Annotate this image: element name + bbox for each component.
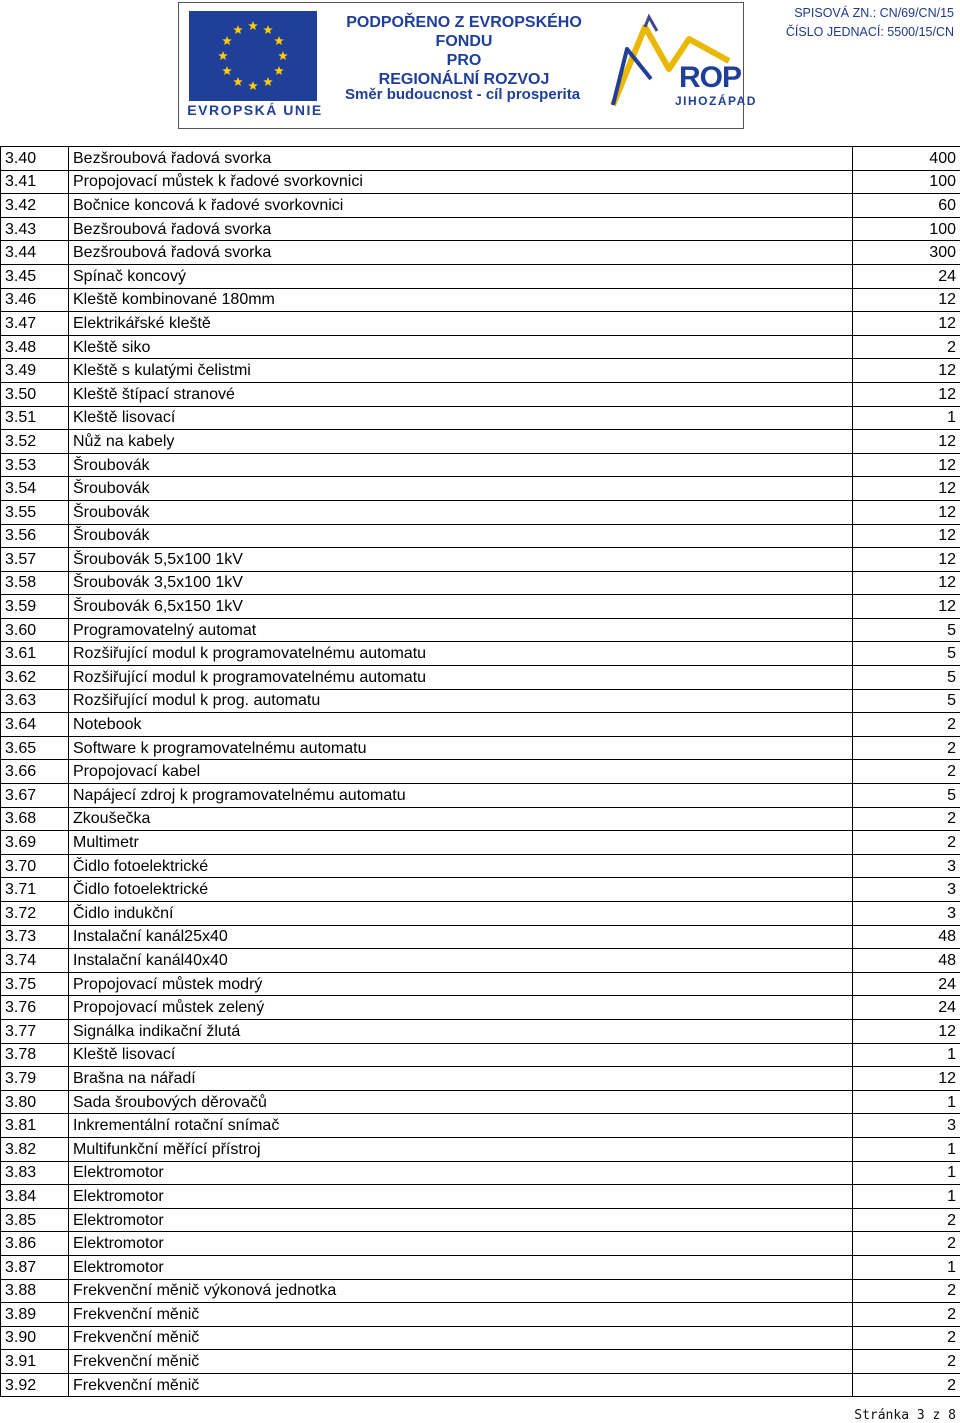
table-row — [1, 666, 960, 690]
item-name: Šroubovák — [69, 524, 853, 548]
item-quantity: 300 — [853, 241, 960, 265]
item-name: Frekvenční měnič — [69, 1350, 853, 1374]
table-row — [1, 359, 960, 383]
item-name: Frekvenční měnič výkonová jednotka — [69, 1279, 853, 1303]
item-number: 3.57 — [1, 548, 69, 572]
eu-star-icon — [263, 77, 273, 86]
eu-star-icon — [263, 25, 273, 34]
item-number: 3.80 — [1, 1090, 69, 1114]
item-name: Frekvenční měnič — [69, 1326, 853, 1350]
item-number: 3.78 — [1, 1043, 69, 1067]
item-quantity: 100 — [853, 170, 960, 194]
table-row — [1, 807, 960, 831]
item-name: Šroubovák 3,5x100 1kV — [69, 571, 853, 595]
item-quantity: 12 — [853, 312, 960, 336]
item-name: Šroubovák — [69, 500, 853, 524]
eu-star-icon — [233, 77, 243, 86]
item-name: Šroubovák — [69, 453, 853, 477]
item-name: Kleště štípací stranové — [69, 382, 853, 406]
item-quantity: 2 — [853, 1279, 960, 1303]
item-quantity: 3 — [853, 854, 960, 878]
item-number: 3.40 — [1, 147, 69, 171]
file-reference — [786, 4, 954, 42]
eu-star-icon — [278, 51, 288, 60]
eu-flag-icon — [189, 11, 317, 101]
item-quantity: 2 — [853, 1232, 960, 1256]
item-quantity: 24 — [853, 972, 960, 996]
table-row — [1, 925, 960, 949]
item-number: 3.79 — [1, 1067, 69, 1091]
item-number: 3.56 — [1, 524, 69, 548]
item-number: 3.86 — [1, 1232, 69, 1256]
table-row — [1, 1019, 960, 1043]
item-number: 3.77 — [1, 1019, 69, 1043]
table-row — [1, 406, 960, 430]
eu-star-icon — [222, 36, 232, 45]
item-name: Multifunkční měřící přístroj — [69, 1137, 853, 1161]
table-row — [1, 217, 960, 241]
item-number: 3.50 — [1, 382, 69, 406]
item-number: 3.89 — [1, 1303, 69, 1327]
item-name: Rozšiřující modul k programovatelnému automatu — [69, 666, 853, 690]
item-number: 3.66 — [1, 760, 69, 784]
item-name: Šroubovák 6,5x150 1kV — [69, 595, 853, 619]
item-number: 3.61 — [1, 642, 69, 666]
item-number: 3.55 — [1, 500, 69, 524]
item-quantity: 2 — [853, 1303, 960, 1327]
rop-wordmark: ROP — [679, 61, 742, 94]
table-row — [1, 477, 960, 501]
item-number: 3.68 — [1, 807, 69, 831]
item-quantity: 5 — [853, 784, 960, 808]
item-name: Bezšroubová řadová svorka — [69, 217, 853, 241]
item-name: Kleště kombinované 180mm — [69, 288, 853, 312]
item-quantity: 400 — [853, 147, 960, 171]
table-row — [1, 784, 960, 808]
table-row — [1, 1090, 960, 1114]
item-quantity: 1 — [853, 1043, 960, 1067]
fund-line-1: PODPOŘENO Z EVROPSKÉHO FONDU — [346, 14, 582, 50]
item-number: 3.71 — [1, 878, 69, 902]
item-number: 3.69 — [1, 831, 69, 855]
eu-star-icon — [222, 66, 232, 75]
item-quantity: 12 — [853, 595, 960, 619]
item-name: Zkoušečka — [69, 807, 853, 831]
item-number: 3.47 — [1, 312, 69, 336]
table-row — [1, 689, 960, 713]
fund-heading — [329, 13, 599, 89]
item-quantity: 12 — [853, 477, 960, 501]
fund-slogan: Směr budoucnost - cíl prosperita — [345, 86, 581, 103]
item-number: 3.63 — [1, 689, 69, 713]
item-quantity: 3 — [853, 1114, 960, 1138]
item-quantity: 1 — [853, 406, 960, 430]
page-number: Stránka 3 z 8 — [854, 1408, 956, 1423]
table-row — [1, 453, 960, 477]
item-quantity: 24 — [853, 264, 960, 288]
item-name: Čidlo indukční — [69, 902, 853, 926]
table-row — [1, 1185, 960, 1209]
item-quantity: 2 — [853, 807, 960, 831]
item-quantity: 2 — [853, 1326, 960, 1350]
item-name: Elektromotor — [69, 1208, 853, 1232]
item-number: 3.90 — [1, 1326, 69, 1350]
item-name: Čidlo fotoelektrické — [69, 878, 853, 902]
table-row — [1, 1279, 960, 1303]
item-number: 3.51 — [1, 406, 69, 430]
table-row — [1, 618, 960, 642]
eu-star-icon — [233, 25, 243, 34]
item-number: 3.58 — [1, 571, 69, 595]
table-row — [1, 335, 960, 359]
item-name: Propojovací můstek k řadové svorkovnici — [69, 170, 853, 194]
item-quantity: 5 — [853, 666, 960, 690]
item-number: 3.70 — [1, 854, 69, 878]
eu-star-icon — [248, 81, 258, 90]
table-row — [1, 524, 960, 548]
eu-star-icon — [248, 21, 258, 30]
item-number: 3.52 — [1, 430, 69, 454]
item-name: Frekvenční měnič — [69, 1303, 853, 1327]
item-number: 3.42 — [1, 194, 69, 218]
item-quantity: 1 — [853, 1185, 960, 1209]
file-number: SPISOVÁ ZN.: CN/69/CN/15 — [794, 6, 954, 20]
item-quantity: 12 — [853, 359, 960, 383]
item-number: 3.64 — [1, 713, 69, 737]
item-quantity: 12 — [853, 1019, 960, 1043]
item-number: 3.65 — [1, 736, 69, 760]
item-name: Šroubovák — [69, 477, 853, 501]
item-number: 3.59 — [1, 595, 69, 619]
item-name: Inkrementální rotační snímač — [69, 1114, 853, 1138]
table-row — [1, 1137, 960, 1161]
item-name: Instalační kanál25x40 — [69, 925, 853, 949]
table-row — [1, 1326, 960, 1350]
item-number: 3.82 — [1, 1137, 69, 1161]
table-row — [1, 1255, 960, 1279]
item-quantity: 2 — [853, 831, 960, 855]
item-quantity: 2 — [853, 335, 960, 359]
table-row — [1, 595, 960, 619]
item-name: Kleště lisovací — [69, 1043, 853, 1067]
item-number: 3.81 — [1, 1114, 69, 1138]
item-name: Propojovací můstek modrý — [69, 972, 853, 996]
item-number: 3.91 — [1, 1350, 69, 1374]
item-number: 3.73 — [1, 925, 69, 949]
table-row — [1, 1161, 960, 1185]
item-name: Rozšiřující modul k programovatelnému automatu — [69, 642, 853, 666]
item-quantity: 2 — [853, 1350, 960, 1374]
item-name: Frekvenční měnič — [69, 1373, 853, 1397]
item-quantity: 1 — [853, 1255, 960, 1279]
table-row — [1, 430, 960, 454]
reference-number: ČÍSLO JEDNACÍ: 5500/15/CN — [785, 25, 954, 39]
item-quantity: 3 — [853, 878, 960, 902]
item-name: Elektromotor — [69, 1255, 853, 1279]
item-name: Bezšroubová řadová svorka — [69, 241, 853, 265]
table-row — [1, 382, 960, 406]
table-row — [1, 170, 960, 194]
fund-line-2: PRO — [446, 52, 482, 69]
items-table — [0, 146, 960, 1397]
table-row — [1, 996, 960, 1020]
table-row — [1, 1043, 960, 1067]
item-number: 3.72 — [1, 902, 69, 926]
item-number: 3.74 — [1, 949, 69, 973]
item-number: 3.85 — [1, 1208, 69, 1232]
item-name: Kleště siko — [69, 335, 853, 359]
eu-caption: EVROPSKÁ UNIE — [187, 102, 323, 118]
item-number: 3.54 — [1, 477, 69, 501]
eu-star-icon — [274, 66, 284, 75]
item-name: Signálka indikační žlutá — [69, 1019, 853, 1043]
item-number: 3.87 — [1, 1255, 69, 1279]
table-row — [1, 902, 960, 926]
table-row — [1, 1067, 960, 1091]
item-number: 3.44 — [1, 241, 69, 265]
item-quantity: 12 — [853, 288, 960, 312]
item-quantity: 12 — [853, 1067, 960, 1091]
item-quantity: 12 — [853, 453, 960, 477]
item-name: Šroubovák 5,5x100 1kV — [69, 548, 853, 572]
item-number: 3.46 — [1, 288, 69, 312]
item-number: 3.84 — [1, 1185, 69, 1209]
item-name: Kleště s kulatými čelistmi — [69, 359, 853, 383]
item-name: Elektromotor — [69, 1185, 853, 1209]
item-quantity: 12 — [853, 382, 960, 406]
item-number: 3.88 — [1, 1279, 69, 1303]
item-quantity: 12 — [853, 500, 960, 524]
table-row — [1, 288, 960, 312]
item-number: 3.60 — [1, 618, 69, 642]
item-number: 3.92 — [1, 1373, 69, 1397]
rop-region-label: JIHOZÁPAD — [675, 94, 757, 108]
item-quantity: 60 — [853, 194, 960, 218]
table-row — [1, 831, 960, 855]
table-row — [1, 878, 960, 902]
item-name: Elektromotor — [69, 1161, 853, 1185]
item-name: Napájecí zdroj k programovatelnému automatu — [69, 784, 853, 808]
table-row — [1, 1303, 960, 1327]
table-row — [1, 241, 960, 265]
item-name: Propojovací kabel — [69, 760, 853, 784]
table-row — [1, 760, 960, 784]
table-row — [1, 264, 960, 288]
item-quantity: 2 — [853, 736, 960, 760]
item-name: Spínač koncový — [69, 264, 853, 288]
item-name: Bezšroubová řadová svorka — [69, 147, 853, 171]
item-number: 3.83 — [1, 1161, 69, 1185]
item-quantity: 2 — [853, 1208, 960, 1232]
table-row — [1, 147, 960, 171]
item-number: 3.53 — [1, 453, 69, 477]
table-row — [1, 713, 960, 737]
item-number: 3.41 — [1, 170, 69, 194]
item-number: 3.49 — [1, 359, 69, 383]
item-name: Instalační kanál40x40 — [69, 949, 853, 973]
item-name: Nůž na kabely — [69, 430, 853, 454]
item-quantity: 1 — [853, 1090, 960, 1114]
item-quantity: 12 — [853, 571, 960, 595]
item-quantity: 12 — [853, 430, 960, 454]
item-quantity: 5 — [853, 689, 960, 713]
table-row — [1, 1114, 960, 1138]
table-row — [1, 972, 960, 996]
table-row — [1, 500, 960, 524]
item-name: Rozšiřující modul k prog. automatu — [69, 689, 853, 713]
item-quantity: 1 — [853, 1137, 960, 1161]
table-row — [1, 854, 960, 878]
table-row — [1, 194, 960, 218]
table-row — [1, 736, 960, 760]
eu-funding-banner — [178, 2, 757, 129]
item-number: 3.62 — [1, 666, 69, 690]
item-quantity: 100 — [853, 217, 960, 241]
item-quantity: 5 — [853, 618, 960, 642]
item-quantity: 48 — [853, 949, 960, 973]
table-row — [1, 1373, 960, 1397]
item-quantity: 2 — [853, 1373, 960, 1397]
item-number: 3.43 — [1, 217, 69, 241]
eu-star-icon — [218, 51, 228, 60]
item-number: 3.45 — [1, 264, 69, 288]
table-row — [1, 1232, 960, 1256]
table-row — [1, 1350, 960, 1374]
item-name: Bočnice koncová k řadové svorkovnici — [69, 194, 853, 218]
item-name: Čidlo fotoelektrické — [69, 854, 853, 878]
item-name: Multimetr — [69, 831, 853, 855]
table-row — [1, 312, 960, 336]
item-quantity: 3 — [853, 902, 960, 926]
item-name: Notebook — [69, 713, 853, 737]
item-name: Kleště lisovací — [69, 406, 853, 430]
item-quantity: 2 — [853, 760, 960, 784]
eu-star-icon — [274, 36, 284, 45]
fund-line-3: REGIONÁLNÍ ROZVOJ — [378, 71, 550, 88]
item-name: Sada šroubových děrovačů — [69, 1090, 853, 1114]
item-name: Elektrikářské kleště — [69, 312, 853, 336]
item-quantity: 12 — [853, 548, 960, 572]
table-row — [1, 642, 960, 666]
table-row — [1, 548, 960, 572]
item-name: Elektromotor — [69, 1232, 853, 1256]
item-number: 3.67 — [1, 784, 69, 808]
item-number: 3.48 — [1, 335, 69, 359]
table-row — [1, 1208, 960, 1232]
table-row — [1, 949, 960, 973]
item-quantity: 12 — [853, 524, 960, 548]
item-number: 3.76 — [1, 996, 69, 1020]
item-name: Software k programovatelnému automatu — [69, 736, 853, 760]
item-name: Propojovací můstek zelený — [69, 996, 853, 1020]
item-quantity: 24 — [853, 996, 960, 1020]
item-quantity: 48 — [853, 925, 960, 949]
item-name: Brašna na nářadí — [69, 1067, 853, 1091]
table-row — [1, 571, 960, 595]
item-name: Programovatelný automat — [69, 618, 853, 642]
item-quantity: 5 — [853, 642, 960, 666]
item-quantity: 2 — [853, 713, 960, 737]
item-number: 3.75 — [1, 972, 69, 996]
item-quantity: 1 — [853, 1161, 960, 1185]
